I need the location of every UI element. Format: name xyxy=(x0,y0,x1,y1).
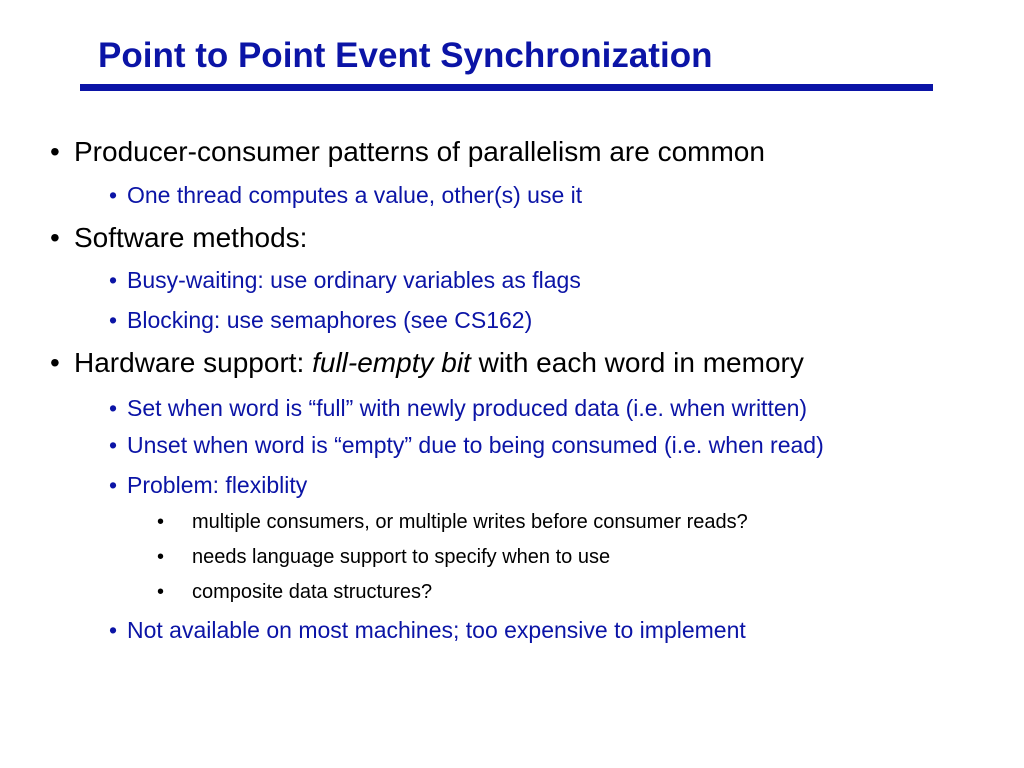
bullet-text: Producer-consumer patterns of parallelism are common xyxy=(74,136,765,167)
bullet-dot: • xyxy=(109,267,118,293)
bullet-dot: • xyxy=(109,617,118,643)
bullet-dot: • xyxy=(50,222,60,253)
bullet-text: Unset when word is “empty” due to being consumed (i.e. when read) xyxy=(127,432,824,458)
slide-title: Point to Point Event Synchronization xyxy=(98,36,713,75)
bullet-dot: • xyxy=(50,347,60,378)
bullet-text: One thread computes a value, other(s) use it xyxy=(127,182,583,208)
bullet-text: Busy-waiting: use ordinary variables as flags xyxy=(127,267,581,293)
bullet-text: Set when word is “full” with newly produced data (i.e. when written) xyxy=(127,395,808,421)
bullet-text: Not available on most machines; too expensive to implement xyxy=(127,617,746,643)
bullet-dot: • xyxy=(157,546,165,568)
bullet-text: Problem: flexiblity xyxy=(127,472,308,498)
bullet-dot: • xyxy=(157,581,165,603)
bullet-dot: • xyxy=(157,511,165,533)
title-underline xyxy=(80,84,933,91)
bullet-text: multiple consumers, or multiple writes before consumer reads? xyxy=(192,511,748,533)
bullet-dot: • xyxy=(109,395,118,421)
bullet-text-emphasis: full-empty bit xyxy=(312,347,471,378)
bullet-text: Software methods: xyxy=(74,222,308,253)
bullet-dot: • xyxy=(50,136,60,167)
bullet-text: needs language support to specify when to use xyxy=(192,546,611,568)
bullet-text: composite data structures? xyxy=(192,581,433,603)
bullet-text-before: Hardware support: xyxy=(74,347,313,378)
bullet-text: Blocking: use semaphores (see CS162) xyxy=(127,307,533,333)
bullet-dot: • xyxy=(109,472,118,498)
bullet-dot: • xyxy=(109,307,118,333)
bullet-text-after: with each word in memory xyxy=(470,347,804,378)
bullet-dot: • xyxy=(109,182,118,208)
bullet-text xyxy=(74,347,804,379)
bullet-dot: • xyxy=(109,432,118,458)
